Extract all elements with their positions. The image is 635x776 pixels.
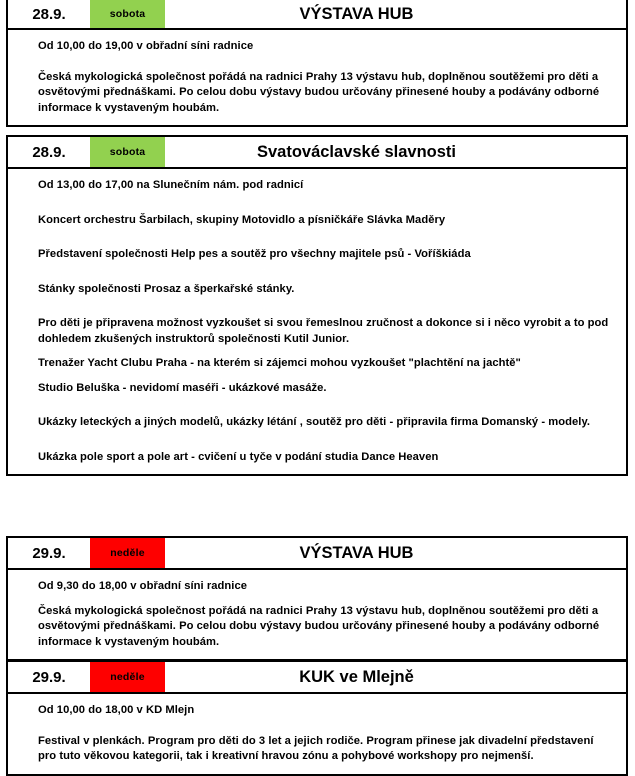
day-of-week-badge: neděle [90,662,165,692]
event-title: VÝSTAVA HUB [299,543,414,562]
event-body-line: osvětovými přednáškami. Po celou dobu výstavy budou určovány přinesené houby a podávány odborné [38,86,600,98]
event-body-line: informace k vystaveným houbám. [38,101,220,114]
event-body-line: Ukázky leteckých a jiných modelů, ukázky létání , soutěž pro děti - připravila firma Domanský - modely. [38,416,591,428]
event-body-line: osvětovými přednáškami. Po celou dobu výstavy budou určovány přinesené houby a podávány odborné [38,620,600,632]
event-body-line: Od 10,00 do 19,00 v obřadní síni radnice [38,40,254,52]
day-of-week-badge: sobota [90,0,165,28]
event-block [6,536,628,661]
event-date: 28.9. [8,0,90,28]
event-body-line: Trenažer Yacht Clubu Praha - na kterém si zájemci mohou vyzkoušet "plachtění na jachtě" [38,357,521,369]
event-block [6,135,628,476]
day-of-week-badge: neděle [90,538,165,568]
event-header [8,0,626,30]
event-body-line: Koncert orchestru Šarbilach, skupiny Motovidlo a písničkáře Slávka Maděry [38,213,446,226]
event-title: KUK ve Mlejně [299,667,414,686]
day-of-week-badge: sobota [90,137,165,167]
event-body-line: pro tuto věkovou kategorii, tak i kreativní hravou zónu a pohybové workshopy pro nejmenší. [38,750,534,762]
event-body-line: dohledem zkušených instruktorů společnosti Kutil Junior. [38,332,350,345]
event-body [8,570,626,659]
event-date: 29.9. [8,538,90,568]
event-body-line: Festival v plenkách. Program pro děti do 3 let a jejich rodiče. Program přinese jak divadelní představení [38,734,594,747]
event-body [8,169,626,474]
event-body-line: Stánky společnosti Prosaz a šperkařské stánky. [38,282,295,295]
event-date: 29.9. [8,662,90,692]
event-body-line: Pro děti je připravena možnost vyzkoušet si svou řemeslnou zručnost a dokonce si i něco vyrobit a to pod [38,317,609,329]
event-title: Svatováclavské slavnosti [256,142,457,161]
event-date: 28.9. [8,137,90,167]
event-header [8,538,626,570]
event-block [6,0,628,127]
event-body [8,694,626,774]
event-block [6,660,628,776]
event-body-line: informace k vystaveným houbám. [38,635,220,648]
event-body [8,30,626,125]
event-body-line: Od 9,30 do 18,00 v obřadní síni radnice [38,580,247,592]
event-body-line: Česká mykologická společnost pořádá na radnici Prahy 13 výstavu hub, doplněnou soutěžemi pro děti a [38,70,599,83]
event-body-line: Ukázka pole sport a pole art - cvičení u tyče v podání studia Dance Heaven [38,450,439,463]
event-body-line: Česká mykologická společnost pořádá na radnici Prahy 13 výstavu hub, doplněnou soutěžemi pro děti a [38,604,599,617]
event-body-line: Od 13,00 do 17,00 na Slunečním nám. pod radnicí [38,179,304,191]
event-header [8,662,626,694]
event-header [8,137,626,169]
event-body-line: Studio Beluška - nevidomí maséři - ukázkové masáže. [38,381,327,394]
event-body-line: Od 10,00 do 18,00 v KD Mlejn [38,704,195,716]
event-title: VÝSTAVA HUB [299,4,414,23]
event-body-line: Představení společnosti Help pes a soutěž pro všechny majitele psů - Voříškiáda [38,248,471,260]
